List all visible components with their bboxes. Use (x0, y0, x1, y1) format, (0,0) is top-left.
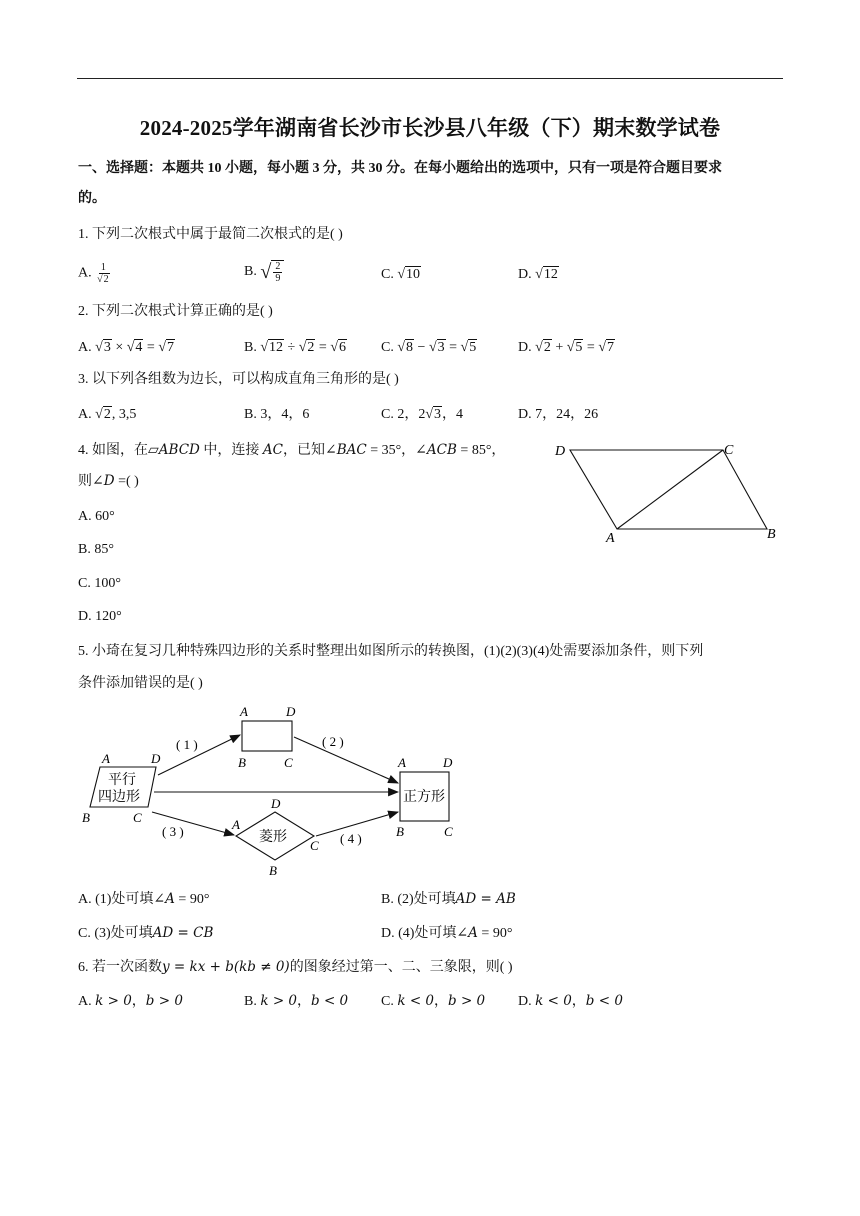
q1-b-num: 2 (275, 261, 281, 272)
arrow-label-4: ( 4 ) (340, 831, 362, 846)
q1-b-prefix: B. (244, 264, 261, 280)
q2-stem: 2. 下列二次根式计算正确的是( ) (78, 304, 273, 319)
q6-option-b (244, 992, 348, 1011)
para-vertex-d: D (151, 751, 161, 766)
q4-s2a: 则∠ (78, 474, 104, 489)
q1-d-prefix: D. (518, 267, 536, 282)
q5-option-d (381, 924, 512, 943)
q6-stem-a: 6. 若一次函数 (78, 960, 162, 975)
q3-a-prefix: A. (78, 407, 96, 422)
q2-b-eq: = (315, 340, 331, 355)
q4-s1a: 4. 如图，在▱ (78, 443, 159, 458)
q3-option-d: D. 7，24，26 (518, 407, 599, 422)
q5-stem-line2: 条件添加错误的是( ) (78, 676, 203, 691)
arrow-label-3: ( 3 ) (162, 824, 184, 839)
q2-d-prefix: D. (518, 340, 536, 355)
q5-stem-line1: 5. 小琦在复习几种特殊四边形的关系时整理出如图所示的转换图，(1)(2)(3)(4)处需要添加条件，则下列 (78, 644, 704, 659)
parallelogram-abcd (570, 450, 767, 529)
q6-b-sep: ， (297, 994, 312, 1009)
q5-a-post: = 90° (174, 892, 210, 907)
parallelogram-label-2: 四边形 (98, 790, 140, 805)
q5-d-post: = 90° (477, 926, 513, 941)
q6-d-m2: b < 0 (585, 993, 623, 1009)
q4-s2b: =( ) (114, 474, 139, 489)
rect-vertex-d: D (286, 704, 296, 719)
q5-b-math: AD = AB (455, 891, 516, 907)
parallelogram-label-1: 平行 (108, 773, 136, 788)
square-vertex-a: A (398, 755, 406, 770)
q1-a-den: 2 (103, 274, 109, 285)
sqrt-sign: √ (97, 274, 103, 285)
q3-c-radicand: 3 (434, 407, 442, 422)
para-vertex-b: B (82, 810, 90, 825)
q2-a-r3: 7 (167, 340, 174, 355)
q6-b-m1: k > 0 (260, 993, 298, 1009)
q2-option-b: B. √12 ÷ √2 = √6 (244, 340, 346, 355)
q4-s2m: D (103, 473, 115, 489)
diagonal-ac (617, 450, 723, 529)
q1-c-radicand: 10 (406, 267, 421, 282)
q4-s1b: 中，连接 (199, 443, 263, 458)
q2-c-prefix: C. (381, 340, 398, 355)
q5-a-math: A (165, 891, 175, 907)
q5-d-pre: D. (4)处可填∠ (381, 926, 469, 941)
q6-d-pre: D. (518, 994, 536, 1009)
q6-option-c (381, 992, 485, 1011)
q2-d-r2: 5 (575, 340, 583, 355)
q2-d-r3: 7 (607, 340, 614, 355)
q6-c-m1: k < 0 (397, 993, 435, 1009)
q4-option-b: B. 85° (78, 542, 114, 557)
q6-c-pre: C. (381, 994, 398, 1009)
q5-option-a (78, 890, 209, 909)
q1-a-prefix: A. (78, 265, 96, 281)
q4-s1d: = 35°，∠ (366, 443, 427, 458)
q1-option-a (78, 262, 112, 285)
q2-a-prefix: A. (78, 340, 96, 355)
sqrt-sign: √ (397, 267, 406, 282)
label-b: B (767, 527, 776, 542)
label-c: C (724, 443, 734, 458)
q1-a-fraction (97, 262, 110, 285)
q6-option-a (78, 992, 183, 1011)
q3-a-radicand: 2 (103, 407, 111, 422)
q2-c-r3: 5 (469, 340, 477, 355)
sqrt-sign: √ (535, 267, 543, 282)
q6-a-pre: A. (78, 994, 96, 1009)
q6-option-d (518, 992, 623, 1011)
q6-a-sep: ， (131, 994, 146, 1009)
q3-option-c: C. 2，2√3，4 (381, 407, 464, 422)
q4-option-d: D. 120° (78, 609, 122, 624)
label-a: A (606, 531, 615, 546)
q6-b-pre: B. (244, 994, 261, 1009)
q3-a-rest: , 3,5 (111, 407, 137, 422)
q2-d-eq: = (583, 340, 599, 355)
q4-option-c: C. 100° (78, 576, 121, 591)
square-vertex-c: C (444, 824, 453, 839)
q2-c-op: − (414, 340, 429, 355)
q6-a-m2: b > 0 (145, 993, 183, 1009)
q2-b-r2: 2 (307, 340, 315, 355)
q6-d-m1: k < 0 (535, 993, 572, 1009)
q2-c-eq: = (445, 340, 461, 355)
q3-option-b: B. 3，4，6 (244, 407, 310, 422)
q2-a-op: × (111, 340, 127, 355)
q4-s1m4: ACB (426, 442, 457, 458)
q1-a-num: 1 (100, 262, 106, 273)
q1-stem: 1. 下列二次根式中属于最简二次根式的是( ) (78, 227, 343, 242)
q2-c-r2: 3 (437, 340, 445, 355)
q6-b-m2: b < 0 (311, 993, 349, 1009)
section-heading: 一、选择题：本题共 10 小题，每小题 3 分，共 30 分。在每小题给出的选项中，只有一项是符合题目要求 (78, 161, 722, 176)
q2-a-r2: 4 (135, 340, 143, 355)
q1-option-b (244, 260, 284, 284)
q1-option-c (381, 266, 421, 284)
q2-d-op: + (551, 340, 567, 355)
square-label: 正方形 (403, 790, 445, 805)
q3-stem: 3. 以下列各组数为边长，可以构成直角三角形的是( ) (78, 372, 399, 387)
label-d: D (555, 444, 566, 459)
q6-a-m1: k > 0 (95, 993, 132, 1009)
q5-c-math: AD = CB (152, 925, 214, 941)
q6-d-sep: ， (571, 994, 586, 1009)
q4-s1e: = 85°， (456, 443, 506, 458)
para-vertex-c: C (133, 810, 142, 825)
arrow-1 (158, 735, 240, 775)
q4-s1m2: AC (262, 442, 283, 458)
q5-d-math: A (468, 925, 478, 941)
q1-b-den: 9 (275, 273, 281, 284)
q5-c-pre: C. (3)处可填 (78, 926, 153, 941)
q2-a-r1: 3 (103, 340, 111, 355)
q2-option-a: A. √3 × √4 = √7 (78, 340, 174, 355)
sqrt-sign: √ (260, 261, 272, 284)
q4-s1m3: BAC (336, 442, 367, 458)
section-heading-cont: 的。 (78, 191, 106, 206)
header-rule (77, 78, 783, 79)
q6-stem-math: y = kx + b(kb ≠ 0) (162, 959, 290, 975)
square-vertex-d: D (443, 755, 453, 770)
q2-b-prefix: B. (244, 340, 261, 355)
q2-a-eq: = (143, 340, 159, 355)
rect-vertex-c: C (284, 755, 293, 770)
q5-b-pre: B. (2)处可填 (381, 892, 456, 907)
q2-d-r1: 2 (543, 340, 551, 355)
q1-c-prefix: C. (381, 267, 398, 282)
q4-stem-line2 (78, 472, 139, 491)
q3-option-a: A. √2, 3,5 (78, 407, 137, 422)
q4-s1m1: ABCD (158, 442, 200, 458)
q2-b-r1: 12 (269, 340, 284, 355)
q5-option-b (381, 890, 516, 909)
rectangle-box (242, 721, 292, 751)
q1-d-radicand: 12 (543, 267, 558, 282)
q2-b-r3: 6 (339, 340, 346, 355)
q2-c-r1: 8 (406, 340, 414, 355)
q6-stem (78, 958, 513, 977)
quadrilateral-conversion-diagram (78, 700, 478, 885)
q3-c-prefix: C. 2，2 (381, 407, 426, 422)
page-title: 2024-2025学年湖南省长沙市长沙县八年级（下）期末数学试卷 (139, 116, 721, 140)
arrow-label-1: ( 1 ) (176, 737, 198, 752)
q6-stem-b: 的图象经过第一、二、三象限，则( ) (289, 960, 513, 975)
rhombus-vertex-a: A (232, 817, 240, 832)
rect-vertex-b: B (238, 755, 246, 770)
parallelogram-figure (545, 436, 785, 548)
q1-b-fraction (273, 261, 282, 284)
q6-c-sep: ， (434, 994, 449, 1009)
q2-option-c: C. √8 − √3 = √5 (381, 340, 477, 355)
q4-stem-line1 (78, 441, 505, 460)
q4-s1c: ，已知∠ (282, 443, 337, 458)
para-vertex-a: A (102, 751, 110, 766)
rect-vertex-a: A (240, 704, 248, 719)
q4-option-a: A. 60° (78, 509, 115, 524)
q2-b-op: ÷ (284, 340, 299, 355)
q1-option-d (518, 266, 559, 284)
rhombus-label: 菱形 (259, 830, 287, 845)
q2-option-d: D. √2 + √5 = √7 (518, 340, 614, 355)
arrow-label-2: ( 2 ) (322, 734, 344, 749)
arrow-2 (294, 737, 398, 783)
rhombus-vertex-d: D (271, 796, 281, 811)
square-vertex-b: B (396, 824, 404, 839)
rhombus-vertex-b: B (269, 863, 277, 878)
q6-c-m2: b > 0 (448, 993, 486, 1009)
q5-a-pre: A. (1)处可填∠ (78, 892, 166, 907)
q5-option-c (78, 924, 213, 943)
rhombus-vertex-c: C (310, 838, 319, 853)
q3-c-rest: ，4 (442, 407, 464, 422)
